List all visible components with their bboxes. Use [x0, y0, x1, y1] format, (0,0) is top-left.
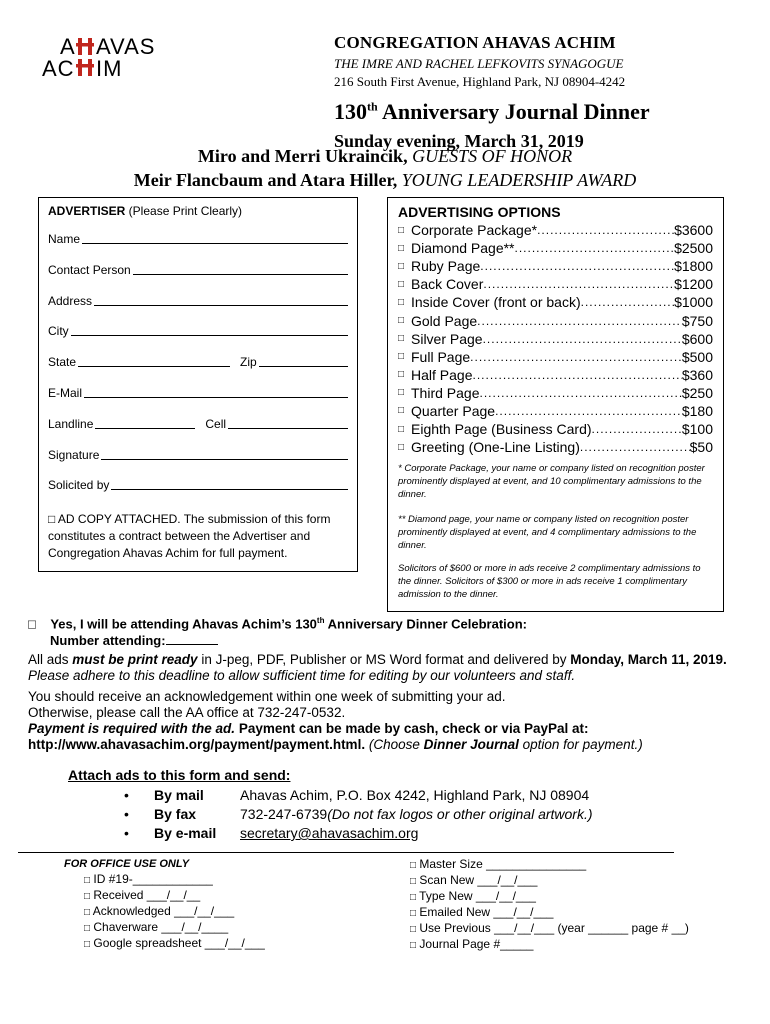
option-row[interactable]: [398, 348, 713, 366]
landline-label: Landline: [48, 416, 94, 431]
office-item-label: Type New ___/__/___: [419, 889, 536, 903]
option-checkbox[interactable]: □: [398, 296, 405, 308]
young-leadership-award: [0, 170, 770, 191]
office-checkbox[interactable]: □: [84, 891, 91, 902]
number-attending[interactable]: [28, 632, 527, 648]
event-suffix: th: [367, 99, 378, 114]
attending-text: Yes, I will be attending Ahavas Achim’s 130: [50, 616, 317, 632]
office-item-label: Emailed New ___/__/___: [419, 905, 554, 919]
leader-dots: [472, 368, 681, 382]
zip-label: Zip: [240, 355, 257, 370]
option-label: Corporate Package*: [411, 222, 538, 239]
name-field[interactable]: [48, 232, 348, 263]
synagogue-name: THE IMRE AND RACHEL LEFKOVITS SYNAGOGUE: [334, 56, 624, 71]
svg-text:AC: AC: [42, 56, 75, 80]
signature-field[interactable]: [48, 448, 348, 479]
leader-dots: [477, 314, 682, 328]
option-price: $3600: [674, 222, 713, 239]
bullet: •: [124, 787, 129, 803]
svg-text:A: A: [60, 34, 76, 59]
email-label: E-Mail: [48, 385, 83, 400]
option-row[interactable]: [398, 239, 713, 257]
option-checkbox[interactable]: □: [398, 333, 405, 345]
city-line[interactable]: [71, 324, 348, 336]
office-checkbox[interactable]: □: [84, 907, 91, 918]
option-label: Eighth Page (Business Card): [411, 421, 592, 438]
mail-address: Ahavas Achim, P.O. Box 4242, Highland Park, NJ 08904: [240, 787, 590, 803]
attending-checkbox[interactable]: □: [28, 616, 36, 632]
leader-dots: [580, 440, 690, 454]
honoree-names: Miro and Merri Ukraincik,: [197, 146, 408, 166]
format-deadline: [28, 652, 738, 668]
option-row[interactable]: [398, 293, 713, 311]
office-check-item[interactable]: [410, 889, 689, 905]
ad-copy-text: AD COPY ATTACHED. The submission of this form constitutes a contract between the Advertiser and Congregation Ahavas Achim for full payment.: [48, 512, 331, 561]
option-label: Full Page: [411, 348, 471, 365]
note-diamond: ** Diamond page, your name or company listed on recognition poster prominently displayed at event, and 4 complimentary admissions to the dinner.: [398, 514, 697, 552]
org-address: 216 South First Avenue, Highland Park, NJ 08904-4242: [334, 74, 626, 89]
option-price: $600: [681, 330, 713, 347]
leader-dots: [483, 332, 682, 346]
advertiser-title-note: (Please Print Clearly): [125, 204, 243, 218]
office-item-label: Received ___/__/__: [93, 888, 201, 902]
email-line[interactable]: [84, 386, 348, 398]
bullet: •: [124, 806, 129, 822]
leader-dots: [483, 277, 674, 291]
state-zip-field[interactable]: [48, 355, 348, 386]
send-by-email: [124, 825, 418, 841]
event-date: Sunday evening, March 31, 2019: [334, 131, 584, 151]
fax-note: (Do not fax logos or other original artwork.): [327, 806, 593, 822]
attending-suffix: th: [316, 616, 325, 625]
divider: [18, 852, 674, 853]
office-use-title: FOR OFFICE USE ONLY: [64, 858, 190, 870]
event-name: Anniversary Journal Dinner: [377, 99, 650, 124]
option-label: Ruby Page: [411, 258, 481, 275]
advertiser-title-bold: ADVERTISER: [48, 204, 126, 218]
option-label: Gold Page: [411, 312, 478, 329]
deadline-note: Please adhere to this deadline to allow sufficient time for editing by our volunteers and staff.: [28, 668, 576, 683]
option-price: $1200: [674, 276, 713, 293]
honoree-names: Meir Flancbaum and Atara Hiller,: [133, 170, 398, 190]
option-price: $100: [681, 421, 713, 438]
option-row[interactable]: [398, 420, 713, 438]
office-use-left: [64, 857, 265, 952]
send-by-fax: [124, 806, 593, 822]
option-row[interactable]: [398, 311, 713, 329]
ad-copy-attached[interactable]: [48, 511, 348, 562]
office-checkbox[interactable]: □: [84, 923, 91, 934]
advertiser-title: [48, 204, 348, 218]
note-corporate: * Corporate Package, your name or company listed on recognition poster prominently displayed at event, and 10 complimentary admissions to the dinner.: [398, 463, 705, 501]
instr-text: in J-peg, PDF, Publisher or MS Word format and delivered by: [197, 652, 571, 667]
option-price: $1800: [674, 258, 713, 275]
option-checkbox[interactable]: □: [398, 242, 405, 254]
ad-copy-checkbox[interactable]: □: [48, 512, 56, 527]
letterhead: [334, 33, 754, 152]
office-checkbox[interactable]: □: [410, 924, 417, 935]
option-price: $360: [681, 366, 713, 383]
office-right-list: [410, 857, 689, 953]
office-checkbox[interactable]: □: [410, 892, 417, 903]
solicited-by-label: Solicited by: [48, 478, 110, 493]
note-solicitors: Solicitors of $600 or more in ads receive 2 complimentary admissions to the dinner. Solicitors of $300 or more in ads receive 1 complimentary admission to the dinner.: [398, 563, 701, 601]
office-check-item[interactable]: [410, 873, 689, 889]
option-checkbox[interactable]: □: [398, 441, 405, 453]
office-checkbox[interactable]: □: [410, 876, 417, 887]
office-checkbox[interactable]: □: [84, 939, 91, 950]
option-row[interactable]: [398, 275, 713, 293]
office-check-item[interactable]: [410, 921, 689, 937]
option-checkbox[interactable]: □: [398, 260, 405, 272]
landline-line[interactable]: [95, 417, 195, 429]
leader-dots: [592, 422, 682, 436]
option-price: $1000: [674, 294, 713, 311]
guests-of-honor: [0, 146, 770, 167]
office-check-item[interactable]: [64, 936, 265, 952]
office-item-label: Use Previous ___/__/___ (year ______ page # __): [419, 921, 689, 935]
address-field[interactable]: [48, 294, 348, 325]
office-check-item[interactable]: [64, 920, 265, 936]
office-item-label: ID #19-____________: [93, 872, 213, 886]
city-label: City: [48, 324, 69, 339]
svg-text:IM: IM: [96, 56, 123, 80]
method-label: By fax: [154, 806, 197, 822]
payment-choose: (Choose: [365, 737, 424, 752]
office-item-label: Scan New ___/__/___: [419, 873, 538, 887]
option-price: $180: [681, 402, 713, 419]
zip-line[interactable]: [259, 355, 348, 367]
option-price: $50: [689, 439, 713, 456]
payment-option-rest: option for payment.): [518, 737, 643, 752]
option-checkbox[interactable]: □: [398, 351, 405, 363]
option-checkbox[interactable]: □: [398, 387, 405, 399]
option-label: Inside Cover (front or back): [411, 294, 581, 311]
office-check-item[interactable]: [410, 905, 689, 921]
state-label: State: [48, 355, 77, 370]
option-label: Half Page: [411, 366, 473, 383]
email-link[interactable]: secretary@ahavasachim.org: [240, 825, 419, 841]
contact-person-field[interactable]: [48, 263, 348, 294]
leader-dots: [537, 223, 674, 237]
payment-required: Payment is required with the ad.: [28, 721, 236, 736]
office-check-item[interactable]: [410, 937, 689, 953]
advertising-options: [387, 197, 724, 612]
option-checkbox[interactable]: □: [398, 405, 405, 417]
signature-line[interactable]: [101, 448, 348, 460]
instr-deadline: Monday, March 11, 2019.: [570, 652, 727, 667]
office-check-item[interactable]: [410, 857, 689, 873]
instr-text: All ads: [28, 652, 73, 667]
address-label: Address: [48, 293, 93, 308]
option-label: Back Cover: [411, 276, 484, 293]
office-item-label: Master Size _______________: [419, 857, 587, 871]
cell-line[interactable]: [228, 417, 348, 429]
attending-section[interactable]: [28, 616, 527, 648]
event-number: 130: [334, 99, 367, 124]
attach-title: Attach ads to this form and send:: [68, 767, 291, 783]
option-checkbox[interactable]: □: [398, 423, 405, 435]
contact-person-line[interactable]: [133, 263, 348, 275]
number-attending-label: Number attending:: [50, 633, 166, 649]
payment-link-line: [28, 737, 738, 753]
event-title: [334, 99, 754, 125]
payment-option: Dinner Journal: [423, 737, 519, 752]
acknowledgement-note: You should receive an acknowledgement within one week of submitting your ad.: [28, 689, 506, 704]
option-checkbox[interactable]: □: [398, 369, 405, 381]
attending-line[interactable]: [28, 616, 527, 631]
bullet: •: [124, 825, 129, 841]
state-line[interactable]: [78, 355, 230, 367]
option-row[interactable]: [398, 438, 713, 456]
leader-dots: [581, 295, 674, 309]
fax-number: 732-247-6739: [240, 806, 328, 822]
solicited-by-field[interactable]: [48, 478, 348, 509]
solicited-by-line[interactable]: [111, 478, 348, 490]
honoree-award: YOUNG LEADERSHIP AWARD: [397, 170, 637, 190]
name-line[interactable]: [82, 232, 348, 244]
option-label: Greeting (One-Line Listing): [411, 439, 580, 456]
office-use-right: [410, 857, 689, 953]
number-attending-line[interactable]: [166, 632, 218, 645]
honoree-award: GUESTS OF HONOR: [407, 146, 573, 166]
option-price: $500: [681, 348, 713, 365]
address-line[interactable]: [94, 294, 348, 306]
options-list: [398, 221, 713, 456]
option-label: Silver Page: [411, 330, 483, 347]
option-checkbox[interactable]: □: [398, 278, 405, 290]
option-row[interactable]: [398, 221, 713, 239]
option-row[interactable]: [398, 402, 713, 420]
advertiser-form: [38, 197, 358, 572]
office-check-item[interactable]: [64, 904, 265, 920]
office-item-label: Journal Page #_____: [419, 937, 534, 951]
option-checkbox[interactable]: □: [398, 315, 405, 327]
cell-label: Cell: [205, 416, 227, 431]
method-label: By e-mail: [154, 825, 217, 841]
svg-text:AVAS: AVAS: [96, 34, 156, 59]
send-by-mail: [124, 787, 589, 803]
method-label: By mail: [154, 787, 204, 803]
option-row[interactable]: [398, 384, 713, 402]
office-checkbox[interactable]: □: [410, 908, 417, 919]
leader-dots: [470, 350, 682, 364]
payment-url[interactable]: http://www.ahavasachim.org/payment/payment.html.: [28, 737, 366, 752]
office-checkbox[interactable]: □: [410, 860, 417, 871]
payment-note: [28, 721, 738, 737]
city-field[interactable]: [48, 324, 348, 355]
option-price: $750: [681, 312, 713, 329]
office-check-item[interactable]: [64, 872, 265, 888]
leader-dots: [515, 241, 675, 255]
office-item-label: Google spreadsheet ___/__/___: [93, 936, 265, 950]
phone-field[interactable]: [48, 417, 348, 448]
office-checkbox[interactable]: □: [410, 940, 417, 951]
option-checkbox[interactable]: □: [398, 224, 405, 236]
option-row[interactable]: [398, 366, 713, 384]
option-price: $250: [681, 384, 713, 401]
attending-text-rest: Anniversary Dinner Celebration:: [324, 616, 527, 632]
option-row[interactable]: [398, 257, 713, 275]
office-phone-note: Otherwise, please call the AA office at 732-247-0532.: [28, 705, 346, 720]
ahavas-achim-logo: [40, 34, 210, 80]
option-label: Third Page: [411, 384, 480, 401]
office-item-label: Acknowledged ___/__/___: [92, 904, 235, 918]
leader-dots: [495, 404, 682, 418]
name-label: Name: [48, 232, 81, 246]
option-label: Diamond Page**: [411, 240, 515, 257]
contact-person-label: Contact Person: [48, 262, 131, 277]
payment-methods: Payment can be made by cash, check or via PayPal at:: [235, 721, 589, 736]
office-left-list: [64, 872, 265, 952]
office-item-label: Chaverware ___/__/____: [93, 920, 229, 934]
instr-emphasis: must be print ready: [72, 652, 198, 667]
leader-dots: [480, 259, 674, 273]
office-checkbox[interactable]: □: [84, 875, 91, 886]
signature-label: Signature: [48, 447, 100, 462]
org-name: CONGREGATION AHAVAS ACHIM: [334, 33, 616, 52]
option-row[interactable]: [398, 330, 713, 348]
office-check-item[interactable]: [64, 888, 265, 904]
options-title: ADVERTISING OPTIONS: [398, 204, 561, 220]
option-price: $2500: [674, 240, 713, 257]
option-label: Quarter Page: [411, 402, 496, 419]
email-field[interactable]: [48, 386, 348, 417]
leader-dots: [479, 386, 681, 400]
